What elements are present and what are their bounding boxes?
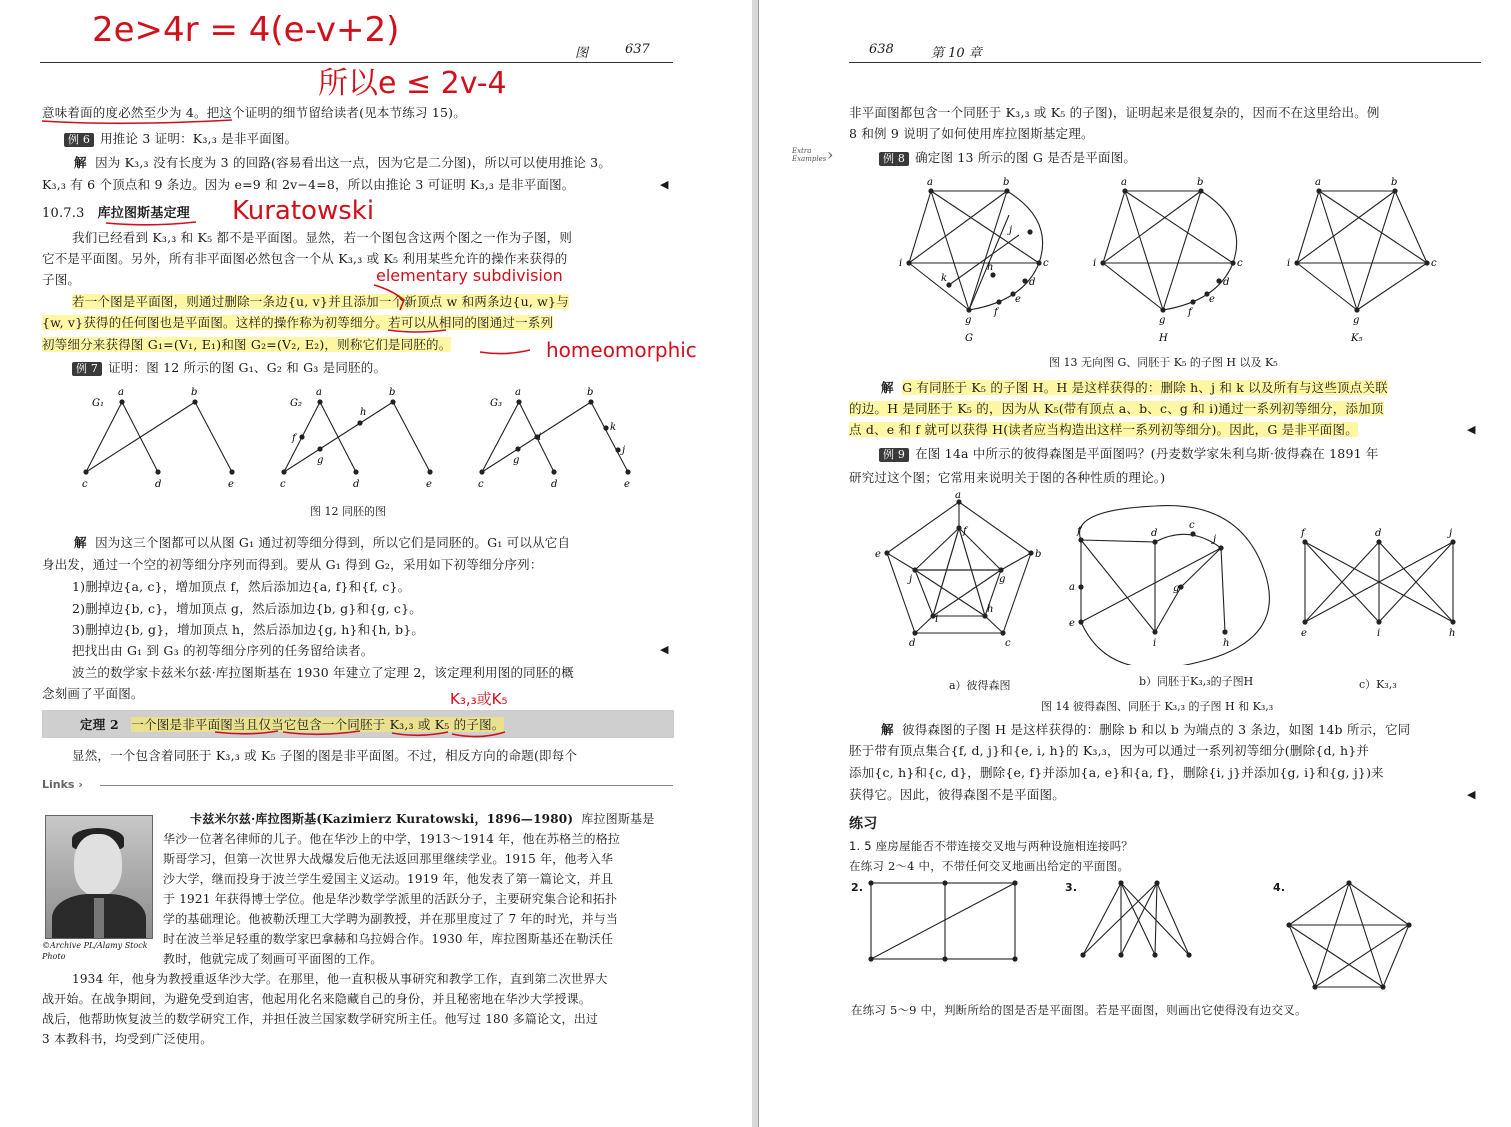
- handwritten-homeomorphic: homeomorphic: [546, 338, 697, 362]
- bio-line: 学的基础理论。他被勒沃理工大学聘为副教授，并在那里度过了 7 年的时光，并与当: [163, 912, 619, 926]
- solution-line: [881, 380, 1388, 395]
- svg-text:k: k: [610, 422, 617, 433]
- exercise-2-graph: [871, 883, 1015, 959]
- svg-text:j: j: [622, 445, 626, 456]
- example-7-text: 证明：图 12 所示的图 G₁、G₂ 和 G₃ 是同胚的。: [108, 360, 387, 375]
- svg-text:b: b: [587, 387, 594, 398]
- svg-text:e: e: [1209, 294, 1215, 305]
- example-9: [879, 446, 1379, 462]
- example-8: [879, 150, 1136, 166]
- text-line: 念刻画了平面图。: [42, 686, 144, 701]
- svg-text:b: b: [1197, 177, 1204, 188]
- svg-text:b: b: [389, 387, 396, 398]
- text-line: 获得它。因此，彼得森图不是平面图。: [849, 787, 1065, 802]
- figure-14: [869, 490, 1479, 665]
- figure-14a-label: a）彼得森图: [949, 679, 1011, 692]
- figure-13-caption: 图 13 无向图 G、同胚于 K₅ 的子图 H 以及 K₅: [1049, 356, 1278, 369]
- bio-line: 于 1921 年获得博士学位。他是华沙数学学派里的活跃分子，主要研究集合论和拓扑: [163, 892, 618, 906]
- label-h: H: [1159, 333, 1168, 344]
- svg-text:k: k: [941, 273, 948, 284]
- text-line-highlighted: {w, v}获得的任何图也是平面图。这样的操作称为初等细分。若可以从相同的图通过一系列: [42, 315, 554, 330]
- text-line: 波兰的数学家卡兹米尔兹·库拉图斯基在 1930 年建立了定理 2，该定理利用图的同胚的概: [72, 665, 574, 680]
- svg-text:f: f: [1188, 307, 1192, 318]
- svg-text:h: h: [987, 262, 994, 273]
- svg-text:d: d: [353, 479, 360, 490]
- svg-text:j: j: [1213, 534, 1217, 545]
- svg-text:c: c: [280, 479, 286, 490]
- photo-credit: ©Archive PL/Alamy Stock: [42, 941, 148, 950]
- exercise-3-graph: [1083, 883, 1189, 955]
- exercise-4-graph: [1289, 883, 1409, 987]
- svg-text:e: e: [624, 479, 630, 490]
- svg-text:i: i: [935, 614, 939, 625]
- text-line: 研究过这个图；它常用来说明关于图的各种性质的理论。): [849, 470, 1166, 485]
- label-g2: G₂: [290, 398, 302, 409]
- graph-petersen: [887, 502, 1031, 633]
- svg-text:e: e: [1301, 628, 1307, 639]
- svg-text:f: f: [963, 526, 967, 537]
- links-rule: [100, 785, 673, 786]
- theorem-statement: 一个图是非平面图当且仅当它包含一个同胚于 K₃,₃ 或 K₅ 的子图。: [131, 717, 505, 732]
- left-page-number: 637: [625, 42, 650, 57]
- example-badge: 例 8: [879, 152, 909, 166]
- svg-text:e: e: [228, 479, 234, 490]
- svg-text:e: e: [1069, 618, 1075, 629]
- bio-line: 教时，他就完成了刻画可平面图的工作。: [163, 952, 383, 966]
- svg-text:b: b: [191, 387, 198, 398]
- solution-label: 解: [74, 535, 87, 550]
- svg-text:d: d: [1151, 528, 1158, 539]
- section-title: 库拉图斯基定理: [97, 206, 190, 221]
- text-line: 8 和例 9 说明了如何使用库拉图斯基定理。: [849, 126, 1094, 141]
- svg-text:f: f: [1301, 528, 1305, 539]
- example-6-text: 用推论 3 证明：K₃,₃ 是非平面图。: [100, 131, 298, 146]
- graph-g: [909, 191, 1043, 310]
- exercise-4-vertices: [1286, 880, 1411, 989]
- svg-text:g: g: [1173, 583, 1180, 594]
- handwritten-kuratowski: Kuratowski: [232, 196, 375, 226]
- svg-text:c: c: [82, 479, 88, 490]
- solution-label: 解: [881, 380, 894, 395]
- end-marker-icon: ◀: [660, 643, 669, 656]
- figure-14-caption: 图 14 彼得森图、同胚于 K₃,₃ 的子图 H 和 K₃,₃: [1041, 700, 1274, 713]
- exercise-figures: [859, 875, 1419, 995]
- svg-text:b: b: [1035, 549, 1042, 560]
- exercise-3-vertices: [1080, 880, 1191, 957]
- text-line: 添加{c, h}和{c, d}，删除{e, f}并添加{a, e}和{a, f}，删除{i, j}并添加{g, i}和{g, j})来: [849, 765, 1384, 780]
- text-line: 1)删掉边{a, c}，增加顶点 f，然后添加边{a, f}和{f, c}。: [72, 579, 411, 594]
- chapter-title: 第 10 章: [931, 46, 982, 61]
- svg-text:e: e: [426, 479, 432, 490]
- svg-text:b: b: [1391, 177, 1398, 188]
- bio-line: 沙大学，继而投身于波兰学生爱国主义运动。1919 年，他发表了第一篇论文，并且: [163, 872, 614, 886]
- example-9-text: 在图 14a 中所示的彼得森图是平面图吗？(丹麦数学家朱利乌斯·彼得森在 1891 年: [915, 446, 1379, 461]
- label-k5: K₅: [1351, 333, 1363, 344]
- svg-text:j: j: [909, 574, 913, 585]
- text-line-highlighted: 初等细分来获得图 G₁=(V₁, E₁)和图 G₂=(V₂, E₂)，则称它们是同胚的。: [42, 337, 452, 352]
- exercise-heading: 练习: [849, 816, 878, 832]
- figure-12-caption: 图 12 同胚的图: [310, 505, 386, 518]
- handwritten-conclusion: 所以e ≤ 2v-4: [318, 66, 507, 101]
- photo-credit: Photo: [42, 952, 66, 961]
- solution-text: 因为这三个图都可以从图 G₁ 通过初等细分得到，所以它们是同胚的。G₁ 可以从它自: [95, 535, 571, 550]
- chevron-right-icon: ›: [78, 778, 83, 791]
- figure-14b-label: b）同胚于K₃,₃的子图H: [1139, 675, 1254, 688]
- svg-text:i: i: [899, 258, 903, 269]
- svg-text:h: h: [360, 407, 367, 418]
- text-line: 它不是平面图。另外，所有非平面图必然包含一个从 K₃,₃ 或 K₅ 利用某些允许的操作来获得的: [42, 251, 568, 266]
- label-g: G: [965, 333, 973, 344]
- left-header-label: 图: [575, 46, 589, 61]
- handwritten-inequality: 2e>4r = 4(e-v+2): [92, 10, 400, 50]
- svg-text:g: g: [999, 574, 1006, 585]
- graph-k5: [1297, 191, 1427, 310]
- example-badge: 例 6: [64, 133, 94, 147]
- svg-text:d: d: [1223, 277, 1230, 288]
- svg-text:g: g: [317, 455, 324, 466]
- svg-text:c: c: [1431, 258, 1437, 269]
- bio-line: 时在波兰举足轻重的数学家巴拿赫和乌拉姆合作。1930 年，库拉图斯基还在勒沃任: [163, 932, 614, 946]
- theorem-label: 定理 2: [80, 717, 119, 732]
- end-marker-icon: ◀: [660, 178, 669, 191]
- solution-label: 解: [74, 155, 87, 170]
- svg-text:f: f: [1077, 526, 1081, 537]
- bio-line: 斯哥学习，但第一次世界大战爆发后他无法返回那里继续学业。1915 年，他考入华: [163, 852, 614, 866]
- handwritten-underlines: [0, 0, 752, 760]
- solution-line: [881, 722, 1410, 737]
- bio-line: 战后，他帮助恢复波兰的数学研究工作，并担任波兰国家数学研究所主任。他写过 180 多篇论文，出过: [42, 1012, 599, 1026]
- svg-text:a: a: [955, 490, 961, 501]
- text-line: 我们已经看到 K₃,₃ 和 K₅ 都不是平面图。显然，若一个图包含这两个图之一作为子图，则: [72, 230, 573, 245]
- svg-text:c: c: [1189, 520, 1195, 531]
- bio-line: 战开始。在战争期间，为避免受到迫害，他起用化名来隐藏自己的身份，并且秘密地在华沙大学授课。: [42, 992, 592, 1006]
- svg-text:c: c: [1237, 258, 1243, 269]
- graph-k33: [1305, 542, 1453, 622]
- example-badge: 例 9: [879, 448, 909, 462]
- svg-text:c: c: [478, 479, 484, 490]
- svg-text:f: f: [292, 433, 296, 444]
- svg-text:i: i: [1377, 628, 1381, 639]
- text-line: 非平面图都包含一个同胚于 K₃,₃ 或 K₅ 的子图)，证明起来是很复杂的，因而不在这里给出。例: [849, 105, 1380, 120]
- right-page-number: 638: [869, 42, 894, 57]
- svg-text:e: e: [1015, 294, 1021, 305]
- text-line: K₃,₃ 有 6 个顶点和 9 条边。因为 e=9 和 2v−4=8，所以由推论 3 可证明 K₃,₃ 是非平面图。: [42, 177, 575, 192]
- svg-text:h: h: [1449, 628, 1456, 639]
- exercise-number: 4.: [1273, 881, 1286, 894]
- bio-line: 华沙一位著名律师的儿子。他在华沙上的中学，1913～1914 年，他在苏格兰的格拉: [163, 832, 621, 846]
- right-header-rule: [849, 62, 1481, 63]
- label-g3: G₃: [490, 398, 502, 409]
- svg-text:h: h: [987, 604, 994, 615]
- solution-text: 因为 K₃,₃ 没有长度为 3 的回路(容易看出这一点，因为它是二分图)，所以可以使用推论 3。: [95, 155, 612, 170]
- text-line: 身出发，通过一个空的初等细分序列而得到。要从 G₁ 得到 G₂，采用如下初等细分序列：: [42, 557, 543, 572]
- end-marker-icon: ◀: [1467, 788, 1476, 801]
- solution-text: 彼得森图的子图 H 是这样获得的：删除 b 和以 b 为端点的 3 条边，如图 14b 所示，它同: [902, 722, 1411, 737]
- svg-text:d: d: [155, 479, 162, 490]
- exercise-5-9-intro: 在练习 5～9 中，判断所给的图是否是平面图。若是平面图，则画出它使得没有边交叉。: [851, 1003, 1307, 1017]
- left-page: [0, 0, 752, 1127]
- figure-14c-label: c）K₃,₃: [1359, 678, 1397, 691]
- text-line-highlighted: 的边。H 是同胚于 K₅ 的，因为从 K₅(带有顶点 a、b、c、g 和 i)通过一系列初等细分，添加顶: [849, 401, 1384, 416]
- handwritten-elementary-subdivision: elementary subdivision: [376, 266, 563, 285]
- bio-line: 1934 年，他身为教授重返华沙大学。在那里，他一直积极从事研究和教学工作，直到第二次世界大: [72, 972, 608, 986]
- graph-h-subgraph-vertices: [1078, 531, 1227, 634]
- exercise-number: 3.: [1065, 881, 1078, 894]
- section-number: 10.7.3: [42, 206, 85, 221]
- text-line: 3)删掉边{b, g}，增加顶点 h，然后添加边{g, h}和{h, b}。: [72, 622, 425, 637]
- bio-text: 库拉图斯基是: [581, 812, 655, 826]
- text-line: 2)删掉边{b, c}，增加顶点 g，然后添加边{b, g}和{g, c}。: [72, 601, 422, 616]
- end-marker-icon: ◀: [1467, 423, 1476, 436]
- svg-text:a: a: [515, 387, 521, 398]
- svg-text:a: a: [1121, 177, 1127, 188]
- text-line-highlighted: 点 d、e 和 f 就可以获得 H(读者应当构造出这样一系列初等细分)。因此，G 是非平面图。: [849, 422, 1358, 437]
- bio-title-line: [190, 812, 654, 827]
- links-label: Links ›: [42, 778, 83, 791]
- svg-text:g: g: [965, 315, 972, 326]
- svg-text:a: a: [316, 387, 322, 398]
- handwritten-k33-k5: K₃,₃或K₅: [450, 690, 508, 708]
- graph-h: [1103, 191, 1237, 310]
- example-8-text: 确定图 13 所示的图 G 是否是平面图。: [915, 150, 1137, 165]
- figure-13: [889, 175, 1469, 350]
- bio-title: 卡兹米尔兹·库拉图斯基(Kazimierz Kuratowski，1896—1980): [190, 812, 574, 826]
- svg-text:d: d: [1029, 277, 1036, 288]
- svg-text:b: b: [1003, 177, 1010, 188]
- right-page: [758, 0, 1511, 1127]
- svg-text:d: d: [909, 638, 916, 649]
- solution-label: 解: [881, 722, 894, 737]
- svg-text:c: c: [1005, 638, 1011, 649]
- svg-text:a: a: [118, 387, 124, 398]
- svg-text:d: d: [551, 479, 558, 490]
- example-badge: 例 7: [72, 362, 102, 376]
- svg-text:j: j: [1009, 225, 1013, 236]
- svg-text:i: i: [1093, 258, 1097, 269]
- svg-text:f: f: [994, 307, 998, 318]
- svg-text:g: g: [513, 455, 520, 466]
- bio-line: 3 本教科书，均受到广泛使用。: [42, 1032, 213, 1046]
- svg-text:e: e: [875, 549, 881, 560]
- exercise-2-4-intro: 在练习 2～4 中，不带任何交叉地画出给定的平面图。: [849, 859, 1130, 873]
- svg-text:i: i: [538, 432, 542, 443]
- svg-text:a: a: [1315, 177, 1321, 188]
- extra-examples-label: Extra Examples: [792, 147, 827, 163]
- svg-text:i: i: [1153, 638, 1157, 649]
- text-line: 子图。: [42, 272, 81, 287]
- svg-text:d: d: [1375, 528, 1382, 539]
- svg-text:a: a: [1069, 582, 1075, 593]
- exercise-1: 1. 5 座房屋能否不带连接交叉地与两种设施相连接吗？: [849, 839, 1133, 853]
- solution-text: G 有同胚于 K₅ 的子图 H。H 是这样获得的：删除 h、j 和 k 以及所有与这些顶点关联: [902, 380, 1388, 395]
- label-g1: G₁: [92, 398, 104, 409]
- text-line: 胚于带有顶点集合{f, d, j}和{e, i, h}的 K₃,₃，因为可以通过一系列初等细分(删除{d, h}并: [849, 743, 1370, 758]
- svg-text:h: h: [1223, 638, 1230, 649]
- svg-text:g: g: [1353, 315, 1360, 326]
- text-line: 显然，一个包含着同胚于 K₃,₃ 或 K₅ 子图的图是非平面图。不过，相反方向的命题(即每个: [72, 748, 578, 763]
- svg-text:g: g: [1159, 315, 1166, 326]
- text-line: 意味着面的度必然至少为 4。把这个证明的细节留给读者(见本节练习 15)。: [42, 105, 466, 120]
- text-line-highlighted: 若一个图是平面图，则通过删除一条边{u, v}并且添加一个新顶点 w 和两条边{u, w}与: [72, 294, 569, 309]
- chevron-right-icon: ›: [827, 145, 834, 164]
- svg-text:j: j: [1449, 528, 1453, 539]
- text-line: 把找出由 G₁ 到 G₃ 的初等细分序列的任务留给读者。: [72, 643, 374, 658]
- exercise-number: 2.: [851, 881, 864, 894]
- kuratowski-photo: [45, 815, 153, 939]
- svg-text:a: a: [927, 177, 933, 188]
- svg-text:i: i: [1287, 258, 1291, 269]
- svg-text:c: c: [1043, 258, 1049, 269]
